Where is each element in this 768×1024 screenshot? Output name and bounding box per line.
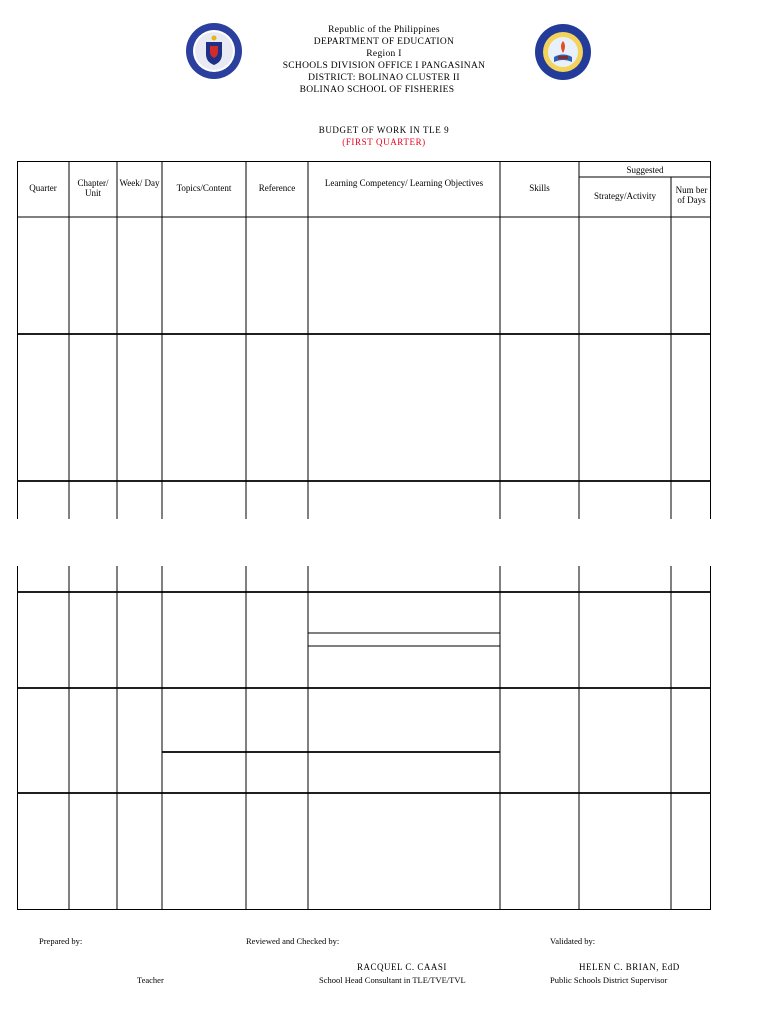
reviewed-by-label: Reviewed and Checked by: — [246, 936, 340, 946]
header-topics-content: Topics/Content — [176, 183, 232, 193]
document-subtitle: (FIRST QUARTER) — [342, 137, 426, 147]
header-reference: Reference — [258, 183, 296, 193]
header-republic: Republic of the Philippines — [328, 25, 440, 35]
header-strategy-activity: Strategy/Activity — [594, 191, 656, 201]
budget-of-work-table — [17, 161, 711, 911]
prepared-by-label: Prepared by: — [39, 936, 83, 946]
validated-by-label: Validated by: — [550, 936, 596, 946]
validator-name: HELEN C. BRIAN, EdD — [579, 962, 680, 972]
header-school: BOLINAO SCHOOL OF FISHERIES — [299, 85, 455, 95]
document-title: BUDGET OF WORK IN TLE 9 — [318, 125, 450, 135]
header-quarter: Quarter — [29, 183, 57, 193]
page-break-gap — [17, 519, 711, 566]
header-chapter-unit: Chapter/ Unit — [77, 178, 109, 198]
header-district: DISTRICT: BOLINAO CLUSTER II — [308, 73, 460, 83]
reviewer-role: School Head Consultant in TLE/TVE/TVL — [319, 975, 466, 985]
teacher-role: Teacher — [137, 975, 164, 985]
header-region: Region I — [366, 49, 402, 59]
header-skills: Skills — [529, 183, 550, 193]
reviewer-name: RACQUEL C. CAASI — [357, 962, 447, 972]
header-division-office: SCHOOLS DIVISION OFFICE I PANGASINAN — [282, 61, 486, 71]
header-department: DEPARTMENT OF EDUCATION — [313, 37, 455, 47]
header-suggested: Suggested — [626, 165, 664, 175]
header-number-of-days: Num ber of Days — [675, 185, 708, 205]
header-week-day: Week/ Day — [119, 178, 160, 188]
validator-role: Public Schools District Supervisor — [550, 975, 668, 985]
header-learning-competency: Learning Competency/ Learning Objectives — [324, 178, 484, 188]
